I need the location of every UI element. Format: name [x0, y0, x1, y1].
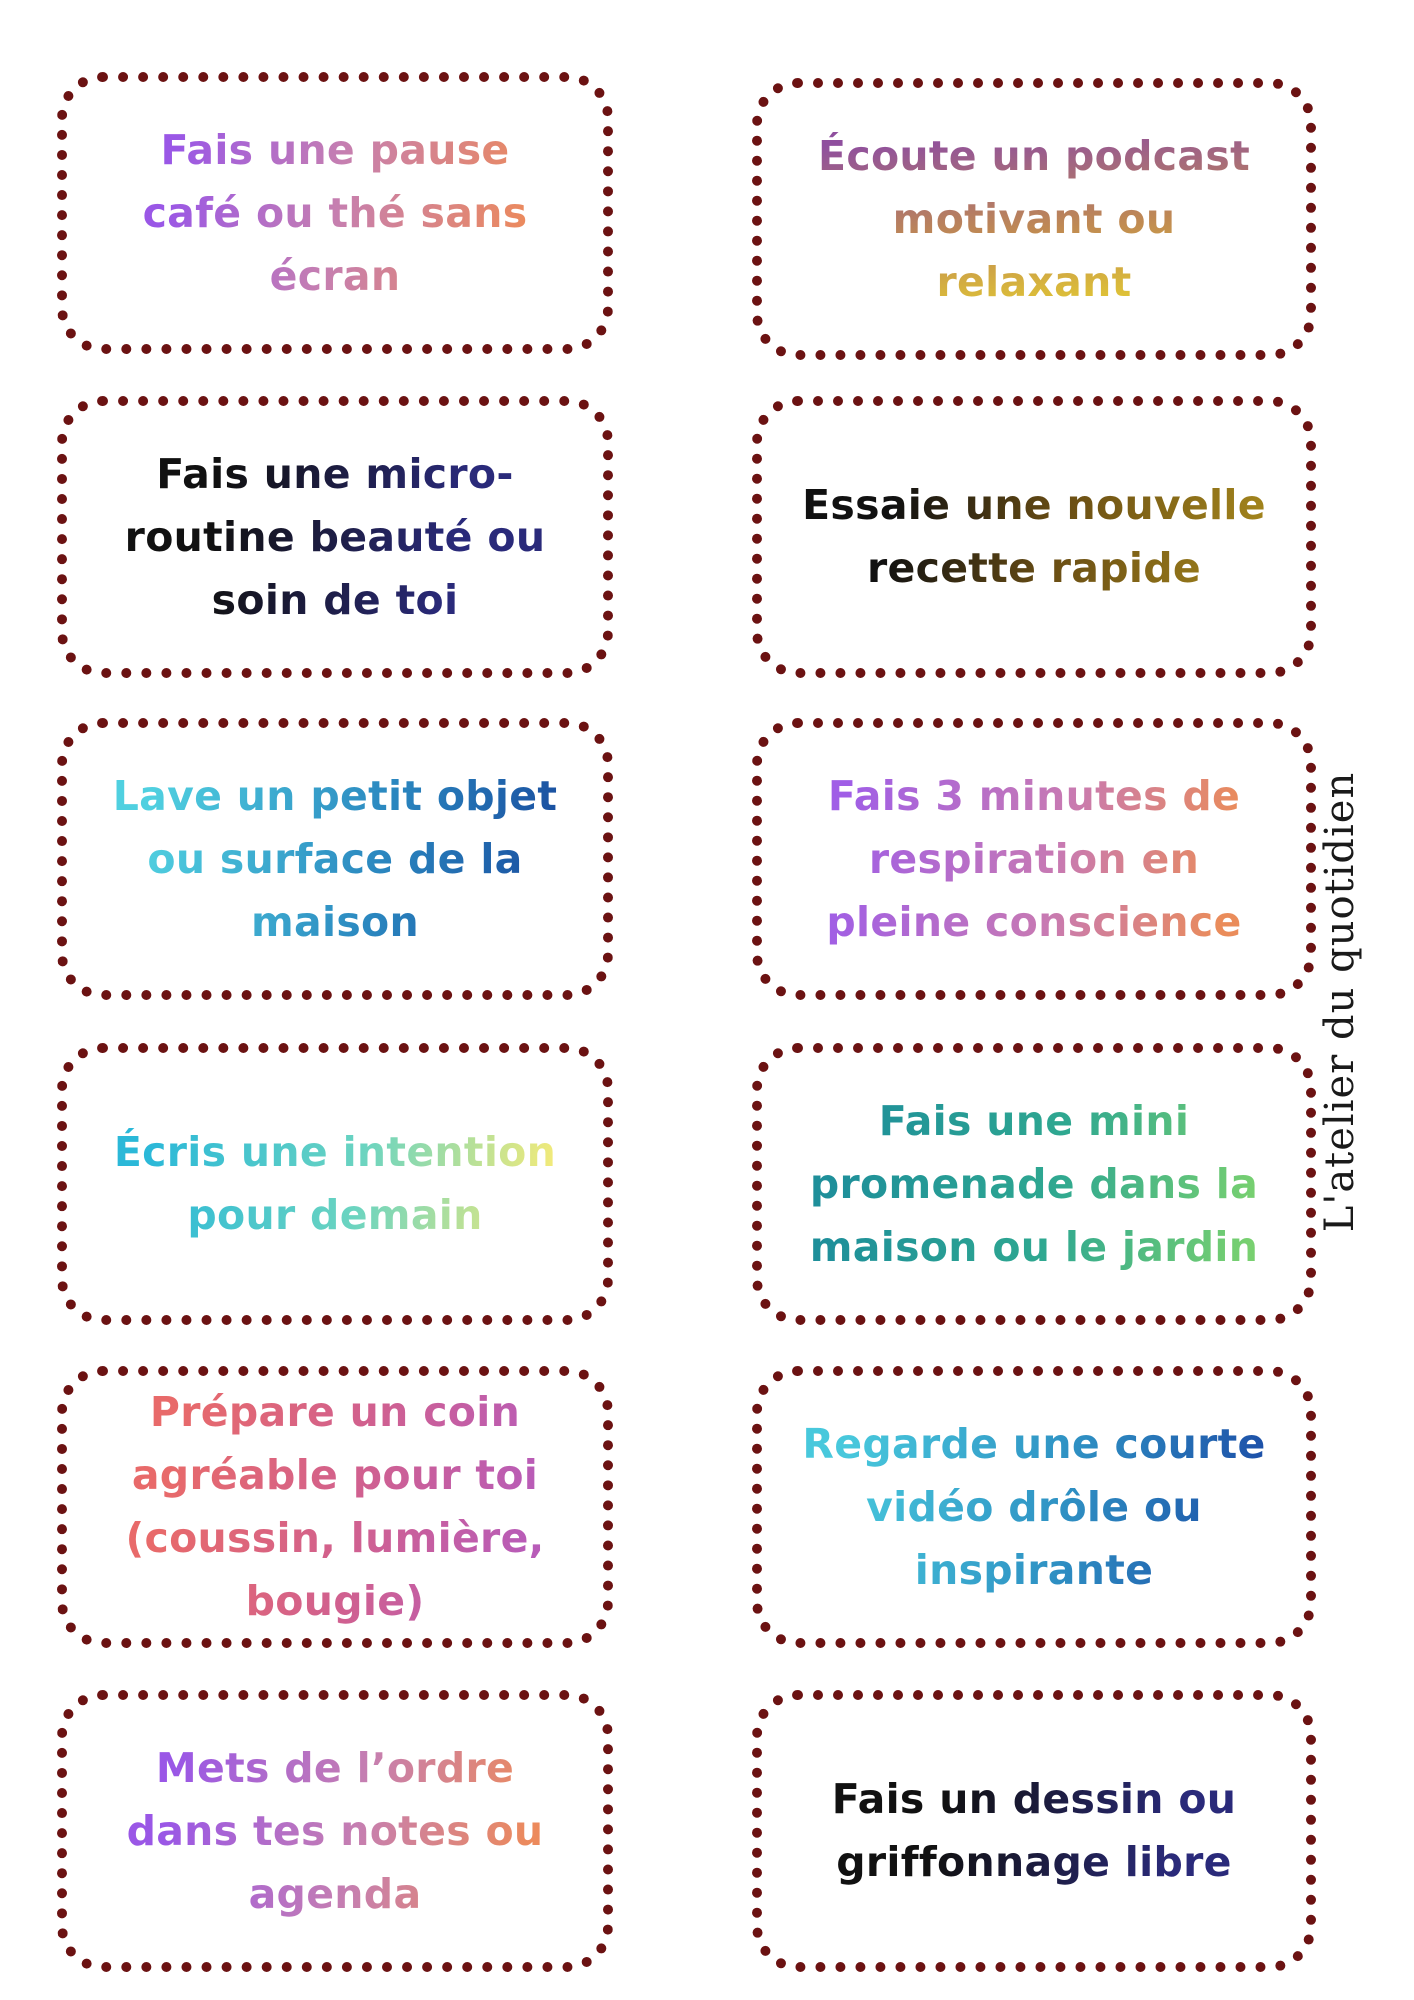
card-text: Fais un dessin ou griffonnage libre [802, 1768, 1266, 1894]
card-notes-agenda [57, 1690, 613, 1972]
card-lave-objet [57, 718, 613, 1000]
card-text: Fais 3 minutes de respiration en pleine conscience [802, 765, 1266, 954]
card-video [752, 1366, 1316, 1648]
card-promenade [752, 1043, 1316, 1325]
card-text: Lave un petit objet ou surface de la maison [107, 765, 563, 954]
card-respiration [752, 718, 1316, 1000]
card-text: Regarde une courte vidéo drôle ou inspirante [802, 1413, 1266, 1602]
card-text: Écoute un podcast motivant ou relaxant [802, 125, 1266, 314]
card-text: Écris une intention pour demain [107, 1121, 563, 1247]
card-text: Fais une mini promenade dans la maison ou le jardin [802, 1090, 1266, 1279]
card-podcast [752, 78, 1316, 360]
card-recette [752, 396, 1316, 678]
card-dessin [752, 1690, 1316, 1972]
card-micro-routine [57, 396, 613, 678]
card-text: Essaie une nouvelle recette rapide [802, 474, 1266, 600]
card-text: Mets de l’ordre dans tes notes ou agenda [107, 1737, 563, 1926]
card-pause-cafe [57, 72, 613, 354]
card-coin-agreable [57, 1366, 613, 1648]
card-text: Fais une pause café ou thé sans écran [107, 119, 563, 308]
brand-signature: L'atelier du quotidien [1317, 771, 1363, 1233]
card-intention [57, 1043, 613, 1325]
card-text: Prépare un coin agréable pour toi (coussin, lumière, bougie) [107, 1381, 563, 1633]
card-text: Fais une micro-routine beauté ou soin de toi [107, 443, 563, 632]
